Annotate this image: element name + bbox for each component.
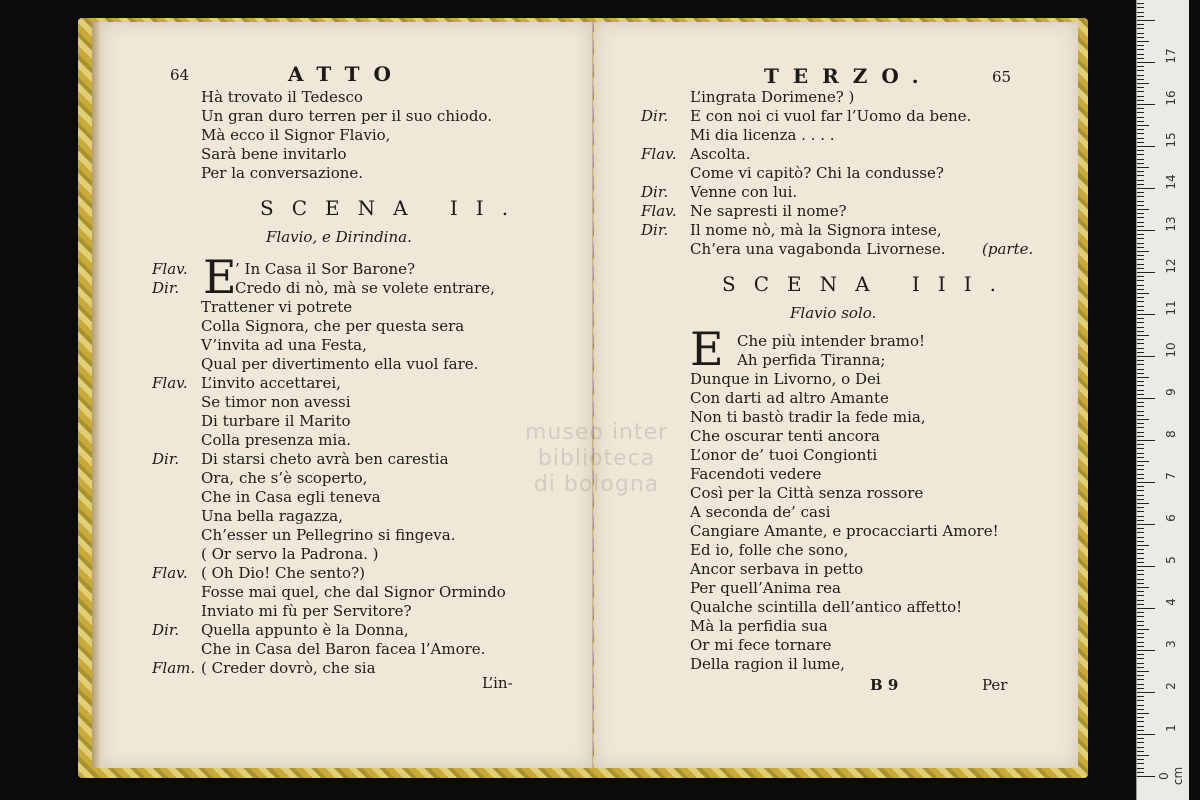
ruler-tick bbox=[1137, 700, 1144, 701]
dialogue-line: L’ingrata Dorimene? ) bbox=[690, 88, 855, 106]
ruler-tick bbox=[1137, 730, 1144, 731]
ruler-tick bbox=[1137, 167, 1149, 168]
ruler-tick bbox=[1137, 738, 1144, 739]
ruler-tick bbox=[1137, 343, 1144, 344]
ruler-tick bbox=[1137, 79, 1144, 80]
ruler-tick bbox=[1137, 125, 1149, 126]
ruler-tick bbox=[1137, 679, 1144, 680]
ruler-number: 2 bbox=[1164, 682, 1178, 690]
ruler-tick bbox=[1137, 461, 1149, 462]
dialogue-line: Ch’esser un Pellegrino si fingeva. bbox=[201, 526, 456, 544]
dialogue-line: Il nome nò, mà la Signora intese, bbox=[690, 221, 942, 239]
ruler-tick bbox=[1137, 268, 1144, 269]
ruler-tick bbox=[1137, 58, 1144, 59]
ruler-tick bbox=[1137, 629, 1149, 630]
ruler-tick bbox=[1137, 406, 1144, 407]
ruler-tick bbox=[1137, 474, 1144, 475]
dialogue-line: Ne sapresti il nome? bbox=[690, 202, 847, 220]
ruler-tick bbox=[1137, 33, 1144, 34]
ruler-tick bbox=[1137, 411, 1144, 412]
ruler-tick bbox=[1137, 591, 1144, 592]
ruler-tick bbox=[1137, 154, 1144, 155]
verse-line: Per la conversazione. bbox=[201, 164, 364, 182]
ruler-tick bbox=[1137, 75, 1144, 76]
verse-line: Ah perfida Tiranna; bbox=[737, 351, 886, 369]
dialogue-line: Inviato mi fù per Servitore? bbox=[201, 602, 412, 620]
ruler-tick bbox=[1137, 436, 1144, 437]
ruler-number: 16 bbox=[1164, 90, 1178, 106]
ruler-tick bbox=[1137, 423, 1144, 424]
ruler-tick bbox=[1137, 398, 1155, 399]
ruler-tick bbox=[1137, 226, 1144, 227]
ruler-tick bbox=[1137, 373, 1144, 374]
ruler-tick bbox=[1137, 280, 1144, 281]
ruler-tick bbox=[1137, 100, 1144, 101]
ruler-tick bbox=[1137, 196, 1144, 197]
verse-line: Per quell’Anima rea bbox=[690, 579, 841, 597]
dialogue-line: Credo di nò, mà se volete entrare, bbox=[235, 279, 495, 297]
ruler-tick bbox=[1137, 251, 1149, 252]
ruler-tick bbox=[1137, 654, 1144, 655]
ruler-tick bbox=[1137, 465, 1144, 466]
ruler-tick bbox=[1137, 352, 1144, 353]
dialogue-line: Di turbare il Marito bbox=[201, 412, 351, 430]
dialogue-line: Colla Signora, che per questa sera bbox=[201, 317, 465, 335]
ruler-tick bbox=[1137, 776, 1155, 777]
ruler-tick bbox=[1137, 369, 1144, 370]
verse-line: Mà ecco il Signor Flavio, bbox=[201, 126, 391, 144]
ruler-tick bbox=[1137, 734, 1155, 735]
ruler-tick bbox=[1137, 705, 1144, 706]
speaker-label: Dir. bbox=[152, 621, 180, 639]
ruler-tick bbox=[1137, 133, 1144, 134]
ruler-tick bbox=[1137, 314, 1155, 315]
ruler-number: 17 bbox=[1164, 48, 1178, 64]
ruler-tick bbox=[1137, 385, 1144, 386]
speaker-label: Flav. bbox=[641, 145, 677, 163]
ruler-tick bbox=[1137, 742, 1144, 743]
ruler-tick bbox=[1137, 293, 1149, 294]
ruler-tick bbox=[1137, 62, 1155, 63]
ruler-tick bbox=[1137, 637, 1144, 638]
ruler-tick bbox=[1137, 688, 1144, 689]
ruler-tick bbox=[1137, 684, 1144, 685]
ruler-tick bbox=[1137, 612, 1144, 613]
ruler-tick bbox=[1137, 327, 1144, 328]
scene-title: SCENA II. bbox=[260, 196, 527, 220]
ruler-tick bbox=[1137, 377, 1149, 378]
ruler-tick bbox=[1137, 600, 1144, 601]
ruler-number: 0 cm bbox=[1157, 766, 1185, 786]
ruler-tick bbox=[1137, 721, 1144, 722]
ruler-tick bbox=[1137, 478, 1144, 479]
ruler-tick bbox=[1137, 83, 1149, 84]
verse-line: Dunque in Livorno, o Dei bbox=[690, 370, 881, 388]
ruler-tick bbox=[1137, 356, 1155, 357]
ruler-tick bbox=[1137, 532, 1144, 533]
ruler-tick bbox=[1137, 339, 1144, 340]
dialogue-line: Ascolta. bbox=[690, 145, 751, 163]
ruler-tick bbox=[1137, 49, 1144, 50]
verse-line: Della ragion il lume, bbox=[690, 655, 845, 673]
ruler-tick bbox=[1137, 360, 1144, 361]
ruler-tick bbox=[1137, 583, 1144, 584]
ruler-tick bbox=[1137, 66, 1144, 67]
ruler-tick bbox=[1137, 490, 1144, 491]
speaker-label: Flav. bbox=[152, 374, 188, 392]
page-number: 64 bbox=[170, 66, 190, 84]
ruler-tick bbox=[1137, 587, 1149, 588]
ruler-tick bbox=[1137, 322, 1144, 323]
ruler-tick bbox=[1137, 658, 1144, 659]
dialogue-line: Che in Casa del Baron facea l’Amore. bbox=[201, 640, 486, 658]
ruler-tick bbox=[1137, 541, 1144, 542]
ruler-tick bbox=[1137, 188, 1155, 189]
ruler-tick bbox=[1137, 574, 1144, 575]
verse-line: Che più intender bramo! bbox=[737, 332, 926, 350]
dialogue-line: Mi dia licenza . . . . bbox=[690, 126, 835, 144]
ruler-tick bbox=[1137, 255, 1144, 256]
ruler-tick bbox=[1137, 138, 1144, 139]
ruler-tick bbox=[1137, 394, 1144, 395]
ruler-tick bbox=[1137, 604, 1144, 605]
ruler-tick bbox=[1137, 259, 1144, 260]
verse-line: Che oscurar tenti ancora bbox=[690, 427, 880, 445]
ruler-tick bbox=[1137, 222, 1144, 223]
ruler-tick bbox=[1137, 121, 1144, 122]
ruler-tick bbox=[1137, 482, 1155, 483]
ruler-tick bbox=[1137, 247, 1144, 248]
dialogue-line: ’ In Casa il Sor Barone? bbox=[235, 260, 416, 278]
verse-line: Facendoti vedere bbox=[690, 465, 822, 483]
speaker-label: Dir. bbox=[152, 450, 180, 468]
speaker-label: Flav. bbox=[152, 564, 188, 582]
ruler-tick bbox=[1137, 184, 1144, 185]
ruler-tick bbox=[1137, 28, 1144, 29]
ruler-tick bbox=[1137, 272, 1155, 273]
dialogue-line: Colla presenza mia. bbox=[201, 431, 352, 449]
ruler-tick bbox=[1137, 175, 1144, 176]
ruler-number: 3 bbox=[1164, 640, 1178, 648]
ruler-tick bbox=[1137, 427, 1144, 428]
ruler-tick bbox=[1137, 755, 1149, 756]
ruler-tick bbox=[1137, 54, 1144, 55]
ruler-tick bbox=[1137, 671, 1149, 672]
ruler-tick bbox=[1137, 549, 1144, 550]
stage-direction: (parte. bbox=[982, 240, 1034, 258]
ruler-number: 8 bbox=[1164, 430, 1178, 438]
ruler-tick bbox=[1137, 234, 1144, 235]
page-number: 65 bbox=[992, 68, 1012, 86]
ruler-tick bbox=[1137, 16, 1144, 17]
ruler-tick bbox=[1137, 205, 1144, 206]
ruler-number: 5 bbox=[1164, 556, 1178, 564]
ruler-tick bbox=[1137, 37, 1144, 38]
ruler-tick bbox=[1137, 289, 1144, 290]
ruler-tick bbox=[1137, 503, 1149, 504]
dialogue-line: Se timor non avessi bbox=[201, 393, 351, 411]
ruler-tick bbox=[1137, 579, 1144, 580]
ruler-number: 15 bbox=[1164, 132, 1178, 148]
ruler-tick bbox=[1137, 415, 1144, 416]
ruler-number: 12 bbox=[1164, 258, 1178, 274]
ruler-tick bbox=[1137, 117, 1144, 118]
ruler-tick bbox=[1137, 238, 1144, 239]
scene-subtitle: Flavio, e Dirindina. bbox=[266, 228, 412, 246]
ruler-tick bbox=[1137, 331, 1144, 332]
ruler-tick bbox=[1137, 70, 1144, 71]
verse-line: Non ti bastò tradir la fede mia, bbox=[690, 408, 926, 426]
verse-line: Ancor serbava in petto bbox=[690, 560, 864, 578]
ruler-tick bbox=[1137, 499, 1144, 500]
ruler-tick bbox=[1137, 12, 1144, 13]
ruler-number: 1 bbox=[1164, 724, 1178, 732]
verse-line: Mà la perfidia sua bbox=[690, 617, 828, 635]
ruler-tick bbox=[1137, 570, 1144, 571]
ruler-tick bbox=[1137, 310, 1144, 311]
watermark-line: biblioteca bbox=[537, 446, 656, 471]
ruler-tick bbox=[1137, 243, 1144, 244]
catchword: L’in- bbox=[482, 674, 513, 692]
ruler-tick bbox=[1137, 192, 1144, 193]
ruler-tick bbox=[1137, 608, 1155, 609]
speaker-label: Dir. bbox=[641, 107, 669, 125]
ruler-tick bbox=[1137, 3, 1144, 4]
dialogue-line: ( Creder dovrò, che sia bbox=[201, 659, 376, 677]
ruler-tick bbox=[1137, 444, 1144, 445]
ruler-tick bbox=[1137, 486, 1144, 487]
ruler-tick bbox=[1137, 217, 1144, 218]
dialogue-line: Trattener vi potrete bbox=[201, 298, 353, 316]
ruler-tick bbox=[1137, 20, 1155, 21]
ruler-tick bbox=[1137, 180, 1144, 181]
ruler-tick bbox=[1137, 633, 1144, 634]
ruler-tick bbox=[1137, 709, 1144, 710]
ruler-tick bbox=[1137, 41, 1149, 42]
ruler-tick bbox=[1137, 646, 1144, 647]
verse-line: Sarà bene invitarlo bbox=[201, 145, 347, 163]
ruler-tick bbox=[1137, 45, 1144, 46]
dialogue-line: Ora, che s’è scoperto, bbox=[201, 469, 368, 487]
dialogue-line: ( Oh Dio! Che sento?) bbox=[201, 564, 365, 582]
watermark-line: di bologna bbox=[533, 472, 660, 497]
ruler-tick bbox=[1137, 230, 1155, 231]
speaker-label: Flav. bbox=[152, 260, 188, 278]
ruler-number: 6 bbox=[1164, 514, 1178, 522]
ruler-number: 11 bbox=[1164, 300, 1178, 316]
verse-line: Con darti ad altro Amante bbox=[690, 389, 889, 407]
ruler-tick bbox=[1137, 667, 1144, 668]
ruler-tick bbox=[1137, 562, 1144, 563]
ruler-number: 10 bbox=[1164, 342, 1178, 358]
ruler-tick bbox=[1137, 453, 1144, 454]
ruler-tick bbox=[1137, 335, 1149, 336]
verse-line: Ed io, folle che sono, bbox=[690, 541, 849, 559]
ruler-tick bbox=[1137, 402, 1144, 403]
ruler-tick bbox=[1137, 692, 1155, 693]
ruler-tick bbox=[1137, 381, 1144, 382]
speaker-label: Flam. bbox=[152, 659, 196, 677]
speaker-label: Flav. bbox=[641, 202, 677, 220]
ruler-tick bbox=[1137, 129, 1144, 130]
ruler-tick bbox=[1137, 87, 1144, 88]
ruler-tick bbox=[1137, 419, 1149, 420]
ruler-tick bbox=[1137, 566, 1155, 567]
dialogue-line: E con noi ci vuol far l’Uomo da bene. bbox=[690, 107, 972, 125]
ruler-tick bbox=[1137, 163, 1144, 164]
ruler-tick bbox=[1137, 717, 1144, 718]
ruler-tick bbox=[1137, 285, 1144, 286]
ruler-tick bbox=[1137, 650, 1155, 651]
ruler-tick bbox=[1137, 528, 1144, 529]
dialogue-line: V’invita ad una Festa, bbox=[201, 336, 367, 354]
ruler-tick bbox=[1137, 301, 1144, 302]
ruler-tick bbox=[1137, 24, 1144, 25]
ruler-tick bbox=[1137, 440, 1155, 441]
dialogue-line: Qual per divertimento ella vuol fare. bbox=[201, 355, 479, 373]
dialogue-line: Una bella ragazza, bbox=[201, 507, 343, 525]
ruler-tick bbox=[1137, 768, 1144, 769]
drop-cap: E bbox=[203, 250, 237, 304]
ruler-tick bbox=[1137, 642, 1144, 643]
ruler-tick bbox=[1137, 146, 1155, 147]
ruler-tick bbox=[1137, 747, 1144, 748]
drop-cap: E bbox=[690, 322, 724, 376]
measuring-ruler bbox=[1136, 0, 1189, 800]
ruler-number: 13 bbox=[1164, 216, 1178, 232]
ruler-tick bbox=[1137, 524, 1155, 525]
ruler-tick bbox=[1137, 209, 1149, 210]
verse-line: Qualche scintilla dell’antico affetto! bbox=[690, 598, 963, 616]
verse-line: A seconda de’ casi bbox=[690, 503, 831, 521]
ruler-tick bbox=[1137, 264, 1144, 265]
watermark-line: museo inter bbox=[525, 420, 669, 445]
ruler-tick bbox=[1137, 297, 1144, 298]
ruler-tick bbox=[1137, 150, 1144, 151]
ruler-tick bbox=[1137, 537, 1144, 538]
ruler-tick bbox=[1137, 520, 1144, 521]
right-page bbox=[594, 22, 1078, 768]
ruler-tick bbox=[1137, 159, 1144, 160]
verse-line: Cangiare Amante, e procacciarti Amore! bbox=[690, 522, 999, 540]
ruler-tick bbox=[1137, 318, 1144, 319]
library-watermark bbox=[525, 420, 668, 498]
ruler-tick bbox=[1137, 469, 1144, 470]
ruler-tick bbox=[1137, 276, 1144, 277]
ruler-tick bbox=[1137, 511, 1144, 512]
ruler-tick bbox=[1137, 763, 1144, 764]
ruler-tick bbox=[1137, 696, 1144, 697]
ruler-tick bbox=[1137, 96, 1144, 97]
ruler-tick bbox=[1137, 112, 1144, 113]
catchword: Per bbox=[982, 676, 1008, 694]
dialogue-line: Di starsi cheto avrà ben carestia bbox=[201, 450, 449, 468]
dialogue-line: ( Or servo la Padrona. ) bbox=[201, 545, 379, 563]
ruler-tick bbox=[1137, 171, 1144, 172]
ruler-tick bbox=[1137, 595, 1144, 596]
scene-title: SCENA III. bbox=[722, 272, 1014, 296]
ruler-number: 14 bbox=[1164, 174, 1178, 190]
ruler-tick bbox=[1137, 432, 1144, 433]
verse-line: L’onor de’ tuoi Congionti bbox=[690, 446, 878, 464]
ruler-tick bbox=[1137, 306, 1144, 307]
dialogue-line: Che in Casa egli teneva bbox=[201, 488, 381, 506]
ruler-tick bbox=[1137, 553, 1144, 554]
ruler-tick bbox=[1137, 364, 1144, 365]
dialogue-line: Come vi capitò? Chi la condusse? bbox=[690, 164, 944, 182]
speaker-label: Dir. bbox=[152, 279, 180, 297]
ruler-tick bbox=[1137, 7, 1144, 8]
ruler-number: 9 bbox=[1164, 388, 1178, 396]
ruler-tick bbox=[1137, 616, 1144, 617]
running-head: TERZO. bbox=[764, 64, 933, 88]
signature-mark: B 9 bbox=[870, 676, 899, 694]
running-head: ATTO bbox=[288, 62, 405, 86]
dialogue-line: Ch’era una vagabonda Livornese. bbox=[690, 240, 946, 258]
verse-line: Un gran duro terren per il suo chiodo. bbox=[201, 107, 492, 125]
ruler-tick bbox=[1137, 390, 1144, 391]
ruler-tick bbox=[1137, 142, 1144, 143]
ruler-tick bbox=[1137, 625, 1144, 626]
speaker-label: Dir. bbox=[641, 221, 669, 239]
ruler-tick bbox=[1137, 558, 1144, 559]
ruler-tick bbox=[1137, 713, 1149, 714]
ruler-tick bbox=[1137, 108, 1144, 109]
verse-line: Così per la Città senza rossore bbox=[690, 484, 924, 502]
dialogue-line: Fosse mai quel, che dal Signor Ormindo bbox=[201, 583, 506, 601]
ruler-tick bbox=[1137, 772, 1144, 773]
ruler-tick bbox=[1137, 91, 1144, 92]
dialogue-line: L’invito accettarei, bbox=[201, 374, 341, 392]
ruler-tick bbox=[1137, 457, 1144, 458]
ruler-tick bbox=[1137, 507, 1144, 508]
ruler-tick bbox=[1137, 104, 1155, 105]
left-page bbox=[100, 22, 593, 768]
ruler-tick bbox=[1137, 751, 1144, 752]
ruler-tick bbox=[1137, 759, 1144, 760]
ruler-tick bbox=[1137, 663, 1144, 664]
ruler-tick bbox=[1137, 448, 1144, 449]
ruler-tick bbox=[1137, 675, 1144, 676]
ruler-tick bbox=[1137, 516, 1144, 517]
ruler-tick bbox=[1137, 621, 1144, 622]
dialogue-line: Quella appunto è la Donna, bbox=[201, 621, 409, 639]
ruler-tick bbox=[1137, 545, 1149, 546]
scene-subtitle: Flavio solo. bbox=[790, 304, 877, 322]
verse-line: Hà trovato il Tedesco bbox=[201, 88, 363, 106]
verse-line: Or mi fece tornare bbox=[690, 636, 832, 654]
ruler-tick bbox=[1137, 213, 1144, 214]
speaker-label: Dir. bbox=[641, 183, 669, 201]
dialogue-line: Venne con lui. bbox=[690, 183, 798, 201]
ruler-number: 4 bbox=[1164, 598, 1178, 606]
ruler-tick bbox=[1137, 348, 1144, 349]
ruler-tick bbox=[1137, 726, 1144, 727]
ruler-tick bbox=[1137, 495, 1144, 496]
ruler-number: 7 bbox=[1164, 472, 1178, 480]
ruler-tick bbox=[1137, 201, 1144, 202]
